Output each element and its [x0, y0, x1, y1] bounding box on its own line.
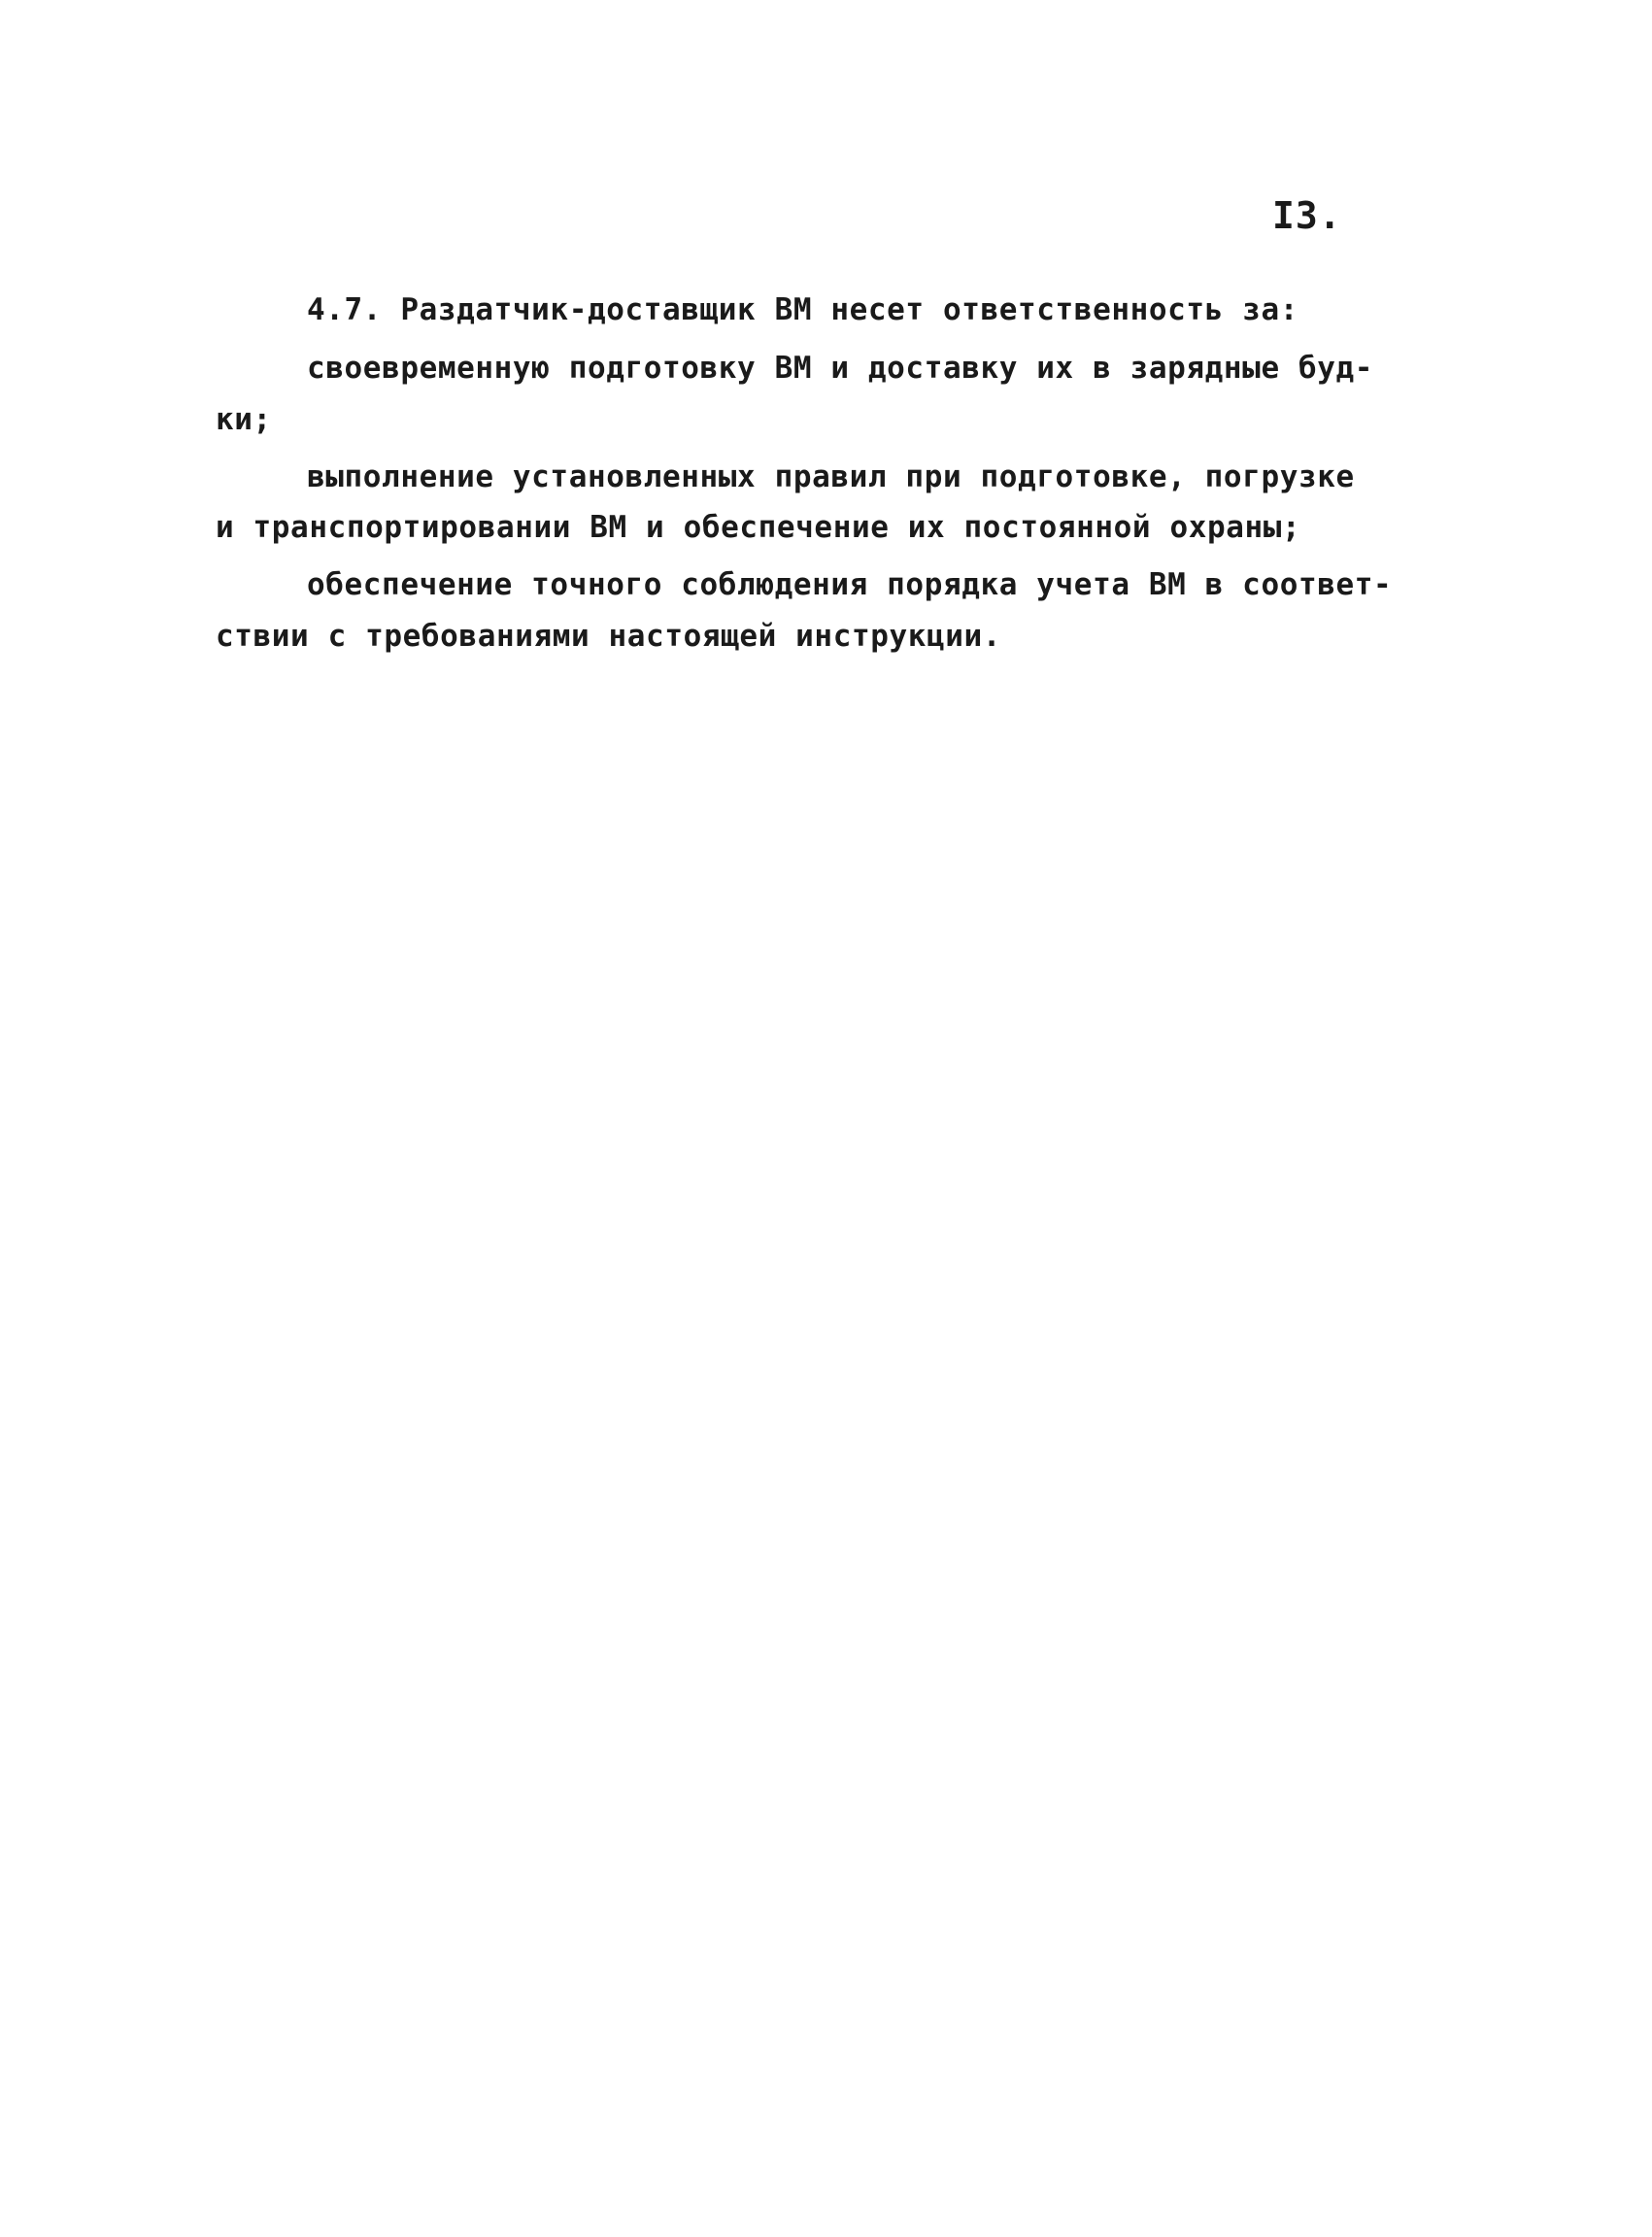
paragraph-item-2-line-1: выполнение установленных правил при подготовке, погрузке [307, 459, 1355, 494]
paragraph-4-7-heading-line: 4.7. Раздатчик-доставщик ВМ несет ответственность за: [307, 292, 1298, 327]
paragraph-item-1-line-2: ки; [216, 402, 272, 437]
paragraph-item-3-line-2: ствии с требованиями настоящей инструкции. [216, 619, 1002, 654]
paragraph-item-3-line-1: обеспечение точного соблюдения порядка учета ВМ в соответ- [307, 567, 1393, 602]
page-number: I3. [1272, 194, 1342, 237]
paragraph-item-2-line-2: и транспортировании ВМ и обеспечение их постоянной охраны; [216, 510, 1301, 545]
paragraph-item-1-line-1: своевременную подготовку ВМ и доставку их в зарядные буд- [307, 351, 1374, 386]
